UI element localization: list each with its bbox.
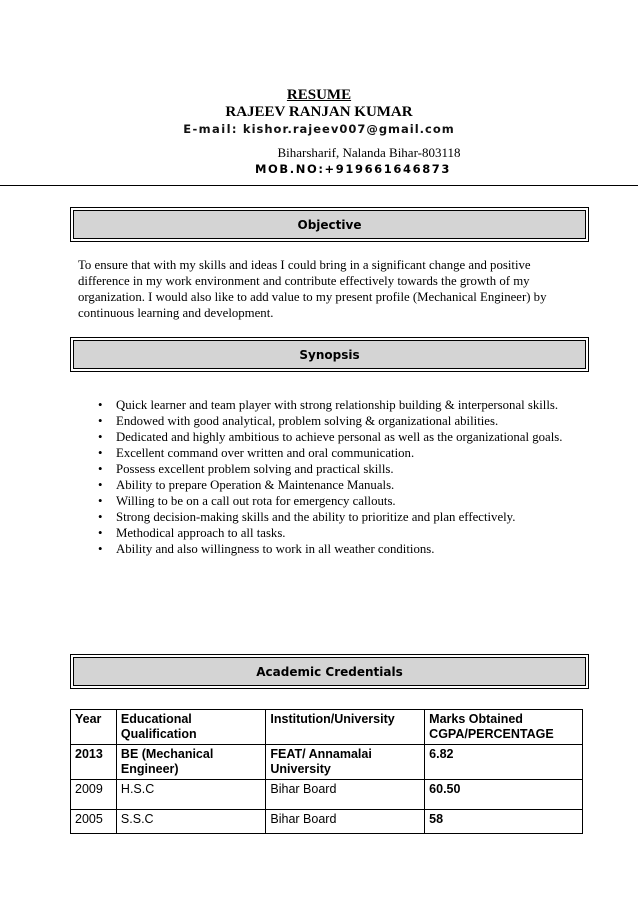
table-row: [71, 745, 583, 780]
bullet-icon: •: [98, 478, 103, 492]
table-cell: FEAT/ Annamalai University: [266, 745, 425, 780]
table-row: [71, 780, 583, 810]
candidate-name: RAJEEV RANJAN KUMAR: [225, 104, 413, 120]
table-cell: 2005: [71, 810, 117, 834]
list-item: • Possess excellent problem solving and practical skills.: [98, 462, 394, 476]
synopsis-list: [98, 397, 578, 557]
list-item: • Endowed with good analytical, problem solving & organizational abilities.: [98, 414, 499, 428]
column-header: Institution/University: [266, 710, 425, 745]
list-item: • Dedicated and highly ambitious to achieve personal as well as the organizational goals.: [98, 430, 563, 444]
list-item: • Quick learner and team player with strong relationship building & interpersonal skills.: [98, 398, 559, 412]
column-header: Year: [71, 710, 117, 745]
table-cell: 2013: [71, 745, 117, 780]
bullet-icon: •: [98, 414, 103, 428]
column-header: Marks Obtained CGPA/PERCENTAGE: [425, 710, 583, 745]
table-cell: BE (Mechanical Engineer): [116, 745, 265, 780]
email-line: [0, 122, 638, 136]
academic-heading: Academic Credentials: [73, 657, 586, 686]
address: Biharsharif, Nalanda Bihar-803118: [277, 145, 461, 160]
objective-heading: Objective: [73, 210, 586, 239]
list-item: • Excellent command over written and oral communication.: [98, 446, 415, 460]
table-cell: 60.50: [425, 780, 583, 810]
list-item: • Ability and also willingness to work in all weather conditions.: [98, 542, 435, 556]
synopsis-section-header: [70, 337, 589, 372]
bullet-icon: •: [98, 542, 103, 556]
bullet-icon: •: [98, 398, 103, 412]
email-label: E-mail:: [183, 122, 238, 136]
table-row: [71, 810, 583, 834]
table-cell: Bihar Board: [266, 810, 425, 834]
bullet-icon: •: [98, 446, 103, 460]
list-item: • Methodical approach to all tasks.: [98, 526, 286, 540]
bullet-icon: •: [98, 494, 103, 508]
table-cell: 2009: [71, 780, 117, 810]
bullet-icon: •: [98, 430, 103, 444]
table-cell: H.S.C: [116, 780, 265, 810]
mobile-number: MOB.NO:+919661646873: [254, 162, 451, 176]
column-header: Educational Qualification: [116, 710, 265, 745]
bullet-icon: •: [98, 510, 103, 524]
email-address: kishor.rajeev007@gmail.com: [242, 122, 455, 136]
table-cell: Bihar Board: [266, 780, 425, 810]
objective-text: To ensure that with my skills and ideas I could bring in a significant change and positive difference in my work environment and contribute effectively towards the growth of my organization. I would also like to add value to my present profile (Mechanical Engineer) by continuous learning and development.: [78, 258, 547, 320]
table-cell: 6.82: [425, 745, 583, 780]
academic-table: [70, 709, 583, 834]
table-header-row: [71, 710, 583, 745]
bullet-icon: •: [98, 462, 103, 476]
table-cell: 58: [425, 810, 583, 834]
table-cell: S.S.C: [116, 810, 265, 834]
list-item: • Ability to prepare Operation & Maintenance Manuals.: [98, 478, 395, 492]
header-divider: [0, 185, 638, 186]
resume-title: RESUME: [286, 87, 352, 103]
objective-section-header: [70, 207, 589, 242]
bullet-icon: •: [98, 526, 103, 540]
synopsis-heading: Synopsis: [73, 340, 586, 369]
academic-section-header: [70, 654, 589, 689]
list-item: • Willing to be on a call out rota for emergency callouts.: [98, 494, 396, 508]
list-item: • Strong decision-making skills and the ability to prioritize and plan effectively.: [98, 510, 516, 524]
